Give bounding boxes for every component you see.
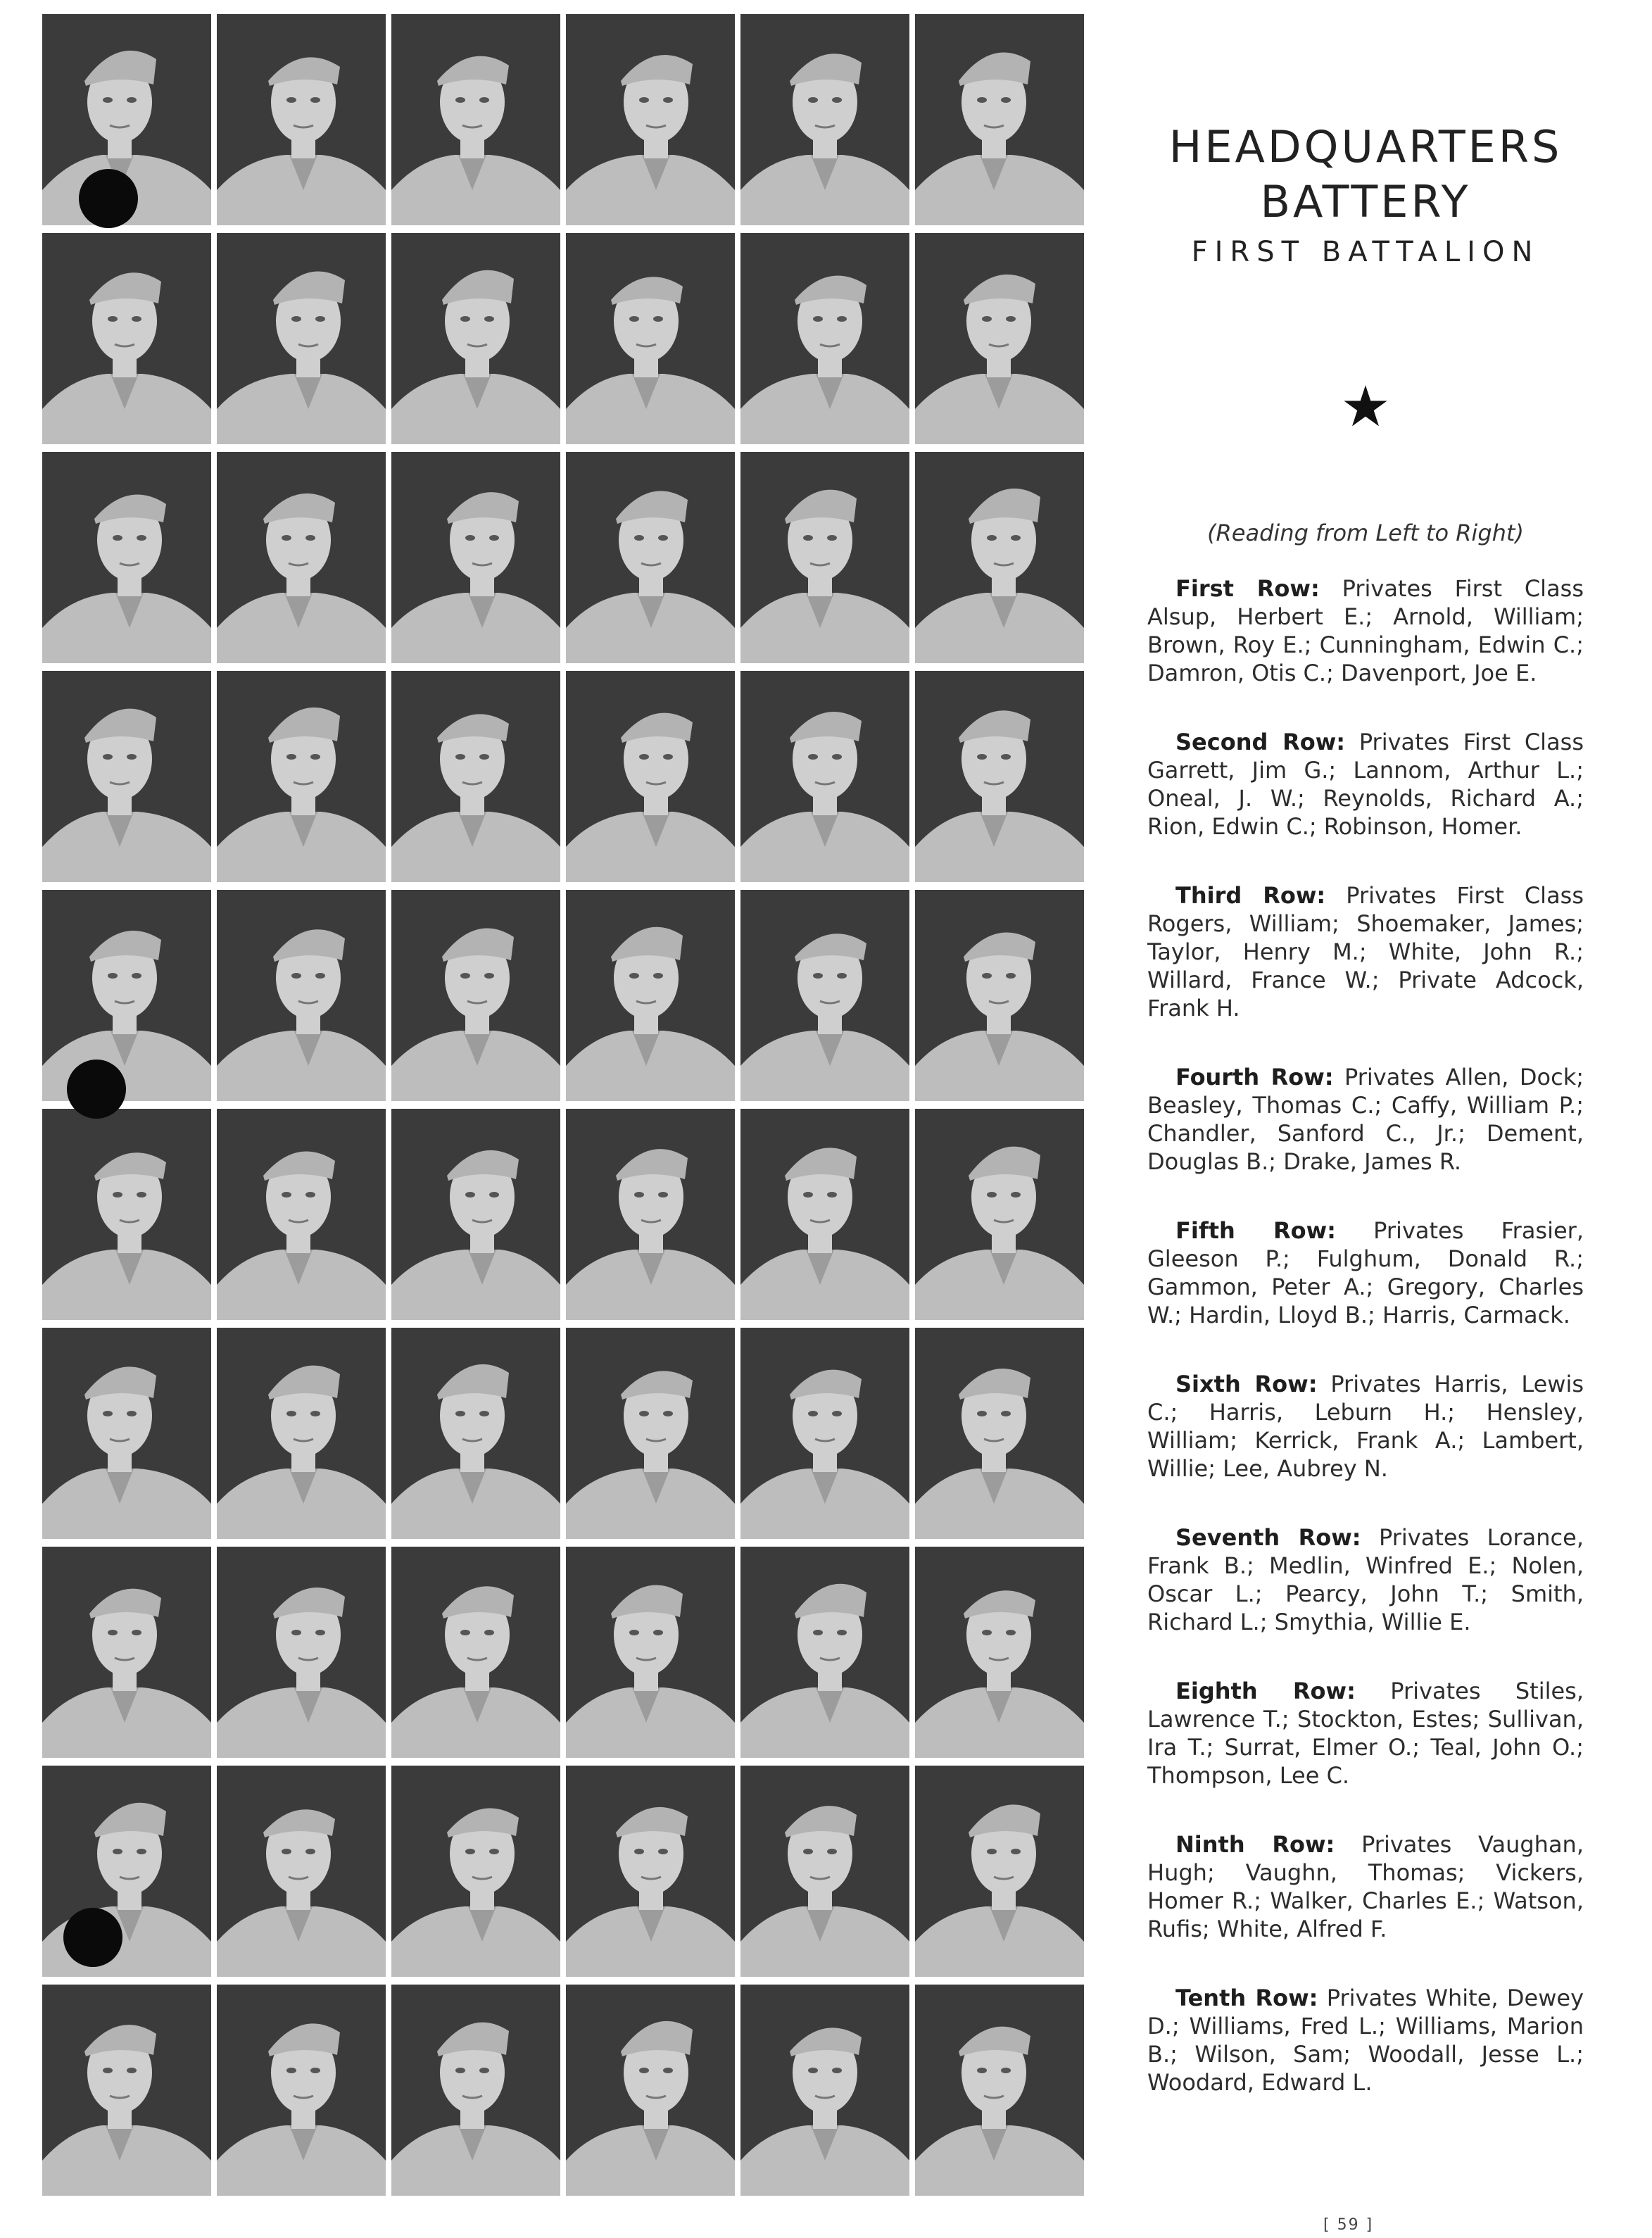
portrait-icon bbox=[566, 233, 735, 444]
soldier-portrait bbox=[217, 233, 386, 444]
soldier-portrait bbox=[566, 671, 735, 882]
portrait-icon bbox=[391, 1985, 560, 2196]
soldier-portrait bbox=[740, 1328, 909, 1539]
portrait-icon bbox=[217, 1547, 386, 1758]
row-names: Privates Frasier, Gleeson P.; Fulghum, Donald R.; Gammon, Peter A.; Gregory, Charles W.; Hardin, Lloyd B.; Harris, Carmack. bbox=[1147, 1217, 1584, 1328]
soldier-portrait bbox=[391, 14, 560, 225]
portrait-icon bbox=[740, 1109, 909, 1320]
soldier-portrait bbox=[740, 233, 909, 444]
portrait-icon bbox=[915, 1328, 1084, 1539]
portrait-icon bbox=[740, 233, 909, 444]
row-names: Privates First Class Alsup, Herbert E.; Arnold, William; Brown, Roy E.; Cunningham, Edwin C.; Damron, Otis C.; Davenport, Joe E. bbox=[1147, 575, 1584, 686]
row-heading: Fourth Row: bbox=[1175, 1064, 1334, 1090]
portrait-icon bbox=[217, 233, 386, 444]
soldier-portrait bbox=[740, 1766, 909, 1977]
soldier-portrait bbox=[217, 1328, 386, 1539]
portrait-icon bbox=[740, 452, 909, 663]
portrait-icon bbox=[566, 452, 735, 663]
portrait-icon bbox=[740, 1547, 909, 1758]
soldier-portrait bbox=[915, 671, 1084, 882]
soldier-portrait bbox=[42, 890, 211, 1101]
soldier-portrait bbox=[217, 1109, 386, 1320]
portrait-icon bbox=[566, 671, 735, 882]
portrait-icon bbox=[391, 452, 560, 663]
soldier-portrait bbox=[915, 1109, 1084, 1320]
page-subtitle: FIRST BATTALION bbox=[1191, 236, 1540, 268]
soldier-portrait bbox=[217, 890, 386, 1101]
portrait-icon bbox=[566, 1328, 735, 1539]
soldier-portrait bbox=[740, 890, 909, 1101]
roster-row-2 bbox=[1147, 728, 1584, 841]
soldier-portrait bbox=[566, 890, 735, 1101]
portrait-icon bbox=[915, 1109, 1084, 1320]
portrait-icon bbox=[391, 890, 560, 1101]
soldier-portrait bbox=[42, 1985, 211, 2196]
row-names: Privates White, Dewey D.; Williams, Fred L.; Williams, Marion B.; Wilson, Sam; Woodall, Jesse L.; Woodard, Edward L. bbox=[1147, 1985, 1584, 2096]
portrait-grid bbox=[42, 14, 1087, 2232]
soldier-portrait bbox=[566, 1547, 735, 1758]
roster-row-4 bbox=[1147, 1063, 1584, 1176]
row-heading: First Row: bbox=[1175, 575, 1320, 602]
soldier-portrait bbox=[42, 452, 211, 663]
soldier-portrait bbox=[391, 1547, 560, 1758]
soldier-portrait bbox=[915, 1328, 1084, 1539]
soldier-portrait bbox=[740, 14, 909, 225]
soldier-portrait bbox=[217, 1985, 386, 2196]
roster-row-10 bbox=[1147, 1984, 1584, 2096]
portrait-icon bbox=[391, 1109, 560, 1320]
punch-hole bbox=[63, 1908, 122, 1967]
page-title-line-1: HEADQUARTERS bbox=[1168, 121, 1563, 172]
portrait-icon bbox=[566, 1109, 735, 1320]
soldier-portrait bbox=[42, 1328, 211, 1539]
soldier-portrait bbox=[566, 1766, 735, 1977]
row-heading: Tenth Row: bbox=[1175, 1985, 1318, 2011]
portrait-icon bbox=[217, 890, 386, 1101]
soldier-portrait bbox=[566, 1985, 735, 2196]
soldier-portrait bbox=[217, 671, 386, 882]
row-heading: Ninth Row: bbox=[1175, 1831, 1335, 1858]
soldier-portrait bbox=[391, 1985, 560, 2196]
portrait-icon bbox=[217, 452, 386, 663]
page-title-line-2: BATTERY bbox=[1260, 176, 1471, 227]
soldier-portrait bbox=[740, 671, 909, 882]
portrait-icon bbox=[217, 1985, 386, 2196]
row-heading: Eighth Row: bbox=[1175, 1678, 1356, 1704]
row-names: Privates Stiles, Lawrence T.; Stockton, Estes; Sullivan, Ira T.; Surrat, Elmer O.; Teal, John O.; Thompson, Lee C. bbox=[1147, 1678, 1584, 1789]
soldier-portrait bbox=[391, 671, 560, 882]
soldier-portrait bbox=[42, 671, 211, 882]
soldier-portrait bbox=[391, 1766, 560, 1977]
portrait-icon bbox=[42, 1109, 211, 1320]
soldier-portrait bbox=[391, 233, 560, 444]
row-names: Privates Vaughan, Hugh; Vaughn, Thomas; Vickers, Homer R.; Walker, Charles E.; Watson, Rufis; White, Alfred F. bbox=[1147, 1831, 1584, 1942]
portrait-icon bbox=[217, 1109, 386, 1320]
portrait-icon bbox=[42, 671, 211, 882]
row-names: Privates First Class Garrett, Jim G.; Lannom, Arthur L.; Oneal, J. W.; Reynolds, Richard A.; Rion, Edwin C.; Robinson, Homer. bbox=[1147, 729, 1584, 840]
soldier-portrait bbox=[915, 233, 1084, 444]
portrait-icon bbox=[217, 1328, 386, 1539]
soldier-portrait bbox=[217, 452, 386, 663]
portrait-icon bbox=[391, 1547, 560, 1758]
soldier-portrait bbox=[915, 452, 1084, 663]
portrait-icon bbox=[740, 1985, 909, 2196]
portrait-icon bbox=[740, 890, 909, 1101]
soldier-portrait bbox=[740, 452, 909, 663]
punch-hole bbox=[79, 169, 138, 228]
star-icon: ★ bbox=[1340, 374, 1391, 439]
roster-row-1 bbox=[1147, 574, 1584, 687]
soldier-portrait bbox=[915, 1766, 1084, 1977]
portrait-icon bbox=[42, 890, 211, 1101]
soldier-portrait bbox=[566, 452, 735, 663]
portrait-icon bbox=[42, 452, 211, 663]
soldier-portrait bbox=[566, 14, 735, 225]
portrait-icon bbox=[391, 1328, 560, 1539]
soldier-portrait bbox=[42, 1109, 211, 1320]
row-names: Privates Allen, Dock; Beasley, Thomas C.; Caffy, William P.; Chandler, Sanford C., Jr.; Dement, Douglas B.; Drake, James R. bbox=[1147, 1064, 1584, 1175]
portrait-icon bbox=[391, 671, 560, 882]
soldier-portrait bbox=[42, 233, 211, 444]
portrait-icon bbox=[915, 1985, 1084, 2196]
portrait-icon bbox=[391, 14, 560, 225]
portrait-icon bbox=[42, 1985, 211, 2196]
soldier-portrait bbox=[391, 452, 560, 663]
portrait-icon bbox=[740, 671, 909, 882]
row-names: Privates First Class Rogers, William; Shoemaker, James; Taylor, Henry M.; White, John R.; Willard, France W.; Private Adcock, Frank H. bbox=[1147, 882, 1584, 1021]
portrait-icon bbox=[566, 1985, 735, 2196]
row-names: Privates Harris, Lewis C.; Harris, Leburn H.; Hensley, William; Kerrick, Frank A.; Lambert, Willie; Lee, Aubrey N. bbox=[1147, 1371, 1584, 1482]
soldier-portrait bbox=[915, 1547, 1084, 1758]
soldier-portrait bbox=[566, 233, 735, 444]
portrait-icon bbox=[42, 1328, 211, 1539]
portrait-icon bbox=[566, 890, 735, 1101]
soldier-portrait bbox=[566, 1109, 735, 1320]
roster-row-8 bbox=[1147, 1677, 1584, 1790]
soldier-portrait bbox=[217, 14, 386, 225]
page-number: [ 59 ] bbox=[1323, 2216, 1374, 2234]
portrait-icon bbox=[42, 233, 211, 444]
soldier-portrait bbox=[217, 1766, 386, 1977]
soldier-portrait bbox=[915, 890, 1084, 1101]
row-heading: Seventh Row: bbox=[1175, 1524, 1361, 1551]
portrait-icon bbox=[915, 14, 1084, 225]
soldier-portrait bbox=[391, 1109, 560, 1320]
soldier-portrait bbox=[740, 1985, 909, 2196]
row-names: Privates Lorance, Frank B.; Medlin, Winfred E.; Nolen, Oscar L.; Pearcy, John T.; Smith, Richard L.; Smythia, Willie E. bbox=[1147, 1524, 1584, 1635]
row-heading: Fifth Row: bbox=[1175, 1217, 1336, 1244]
portrait-icon bbox=[391, 1766, 560, 1977]
portrait-icon bbox=[217, 671, 386, 882]
row-heading: Third Row: bbox=[1175, 882, 1326, 909]
roster-row-6 bbox=[1147, 1370, 1584, 1483]
portrait-icon bbox=[915, 233, 1084, 444]
roster-row-7 bbox=[1147, 1523, 1584, 1636]
soldier-portrait bbox=[217, 1547, 386, 1758]
soldier-portrait bbox=[740, 1109, 909, 1320]
portrait-icon bbox=[915, 1547, 1084, 1758]
soldier-portrait bbox=[391, 1328, 560, 1539]
soldier-portrait bbox=[42, 1547, 211, 1758]
punch-hole bbox=[67, 1060, 126, 1119]
portrait-icon bbox=[915, 1766, 1084, 1977]
row-heading: Second Row: bbox=[1175, 729, 1346, 755]
portrait-icon bbox=[740, 1328, 909, 1539]
row-heading: Sixth Row: bbox=[1175, 1371, 1318, 1397]
portrait-icon bbox=[217, 1766, 386, 1977]
portrait-icon bbox=[915, 890, 1084, 1101]
soldier-portrait bbox=[391, 890, 560, 1101]
roster-row-5 bbox=[1147, 1217, 1584, 1329]
soldier-portrait bbox=[740, 1547, 909, 1758]
portrait-icon bbox=[566, 1766, 735, 1977]
portrait-icon bbox=[391, 233, 560, 444]
portrait-icon bbox=[740, 14, 909, 225]
portrait-icon bbox=[915, 452, 1084, 663]
roster-row-3 bbox=[1147, 881, 1584, 1022]
roster-row-9 bbox=[1147, 1830, 1584, 1943]
soldier-portrait bbox=[566, 1328, 735, 1539]
roster-column bbox=[1147, 120, 1584, 2137]
portrait-icon bbox=[42, 1547, 211, 1758]
soldier-portrait bbox=[915, 1985, 1084, 2196]
reading-note: (Reading from Left to Right) bbox=[1207, 520, 1524, 546]
soldier-portrait bbox=[915, 14, 1084, 225]
portrait-icon bbox=[566, 14, 735, 225]
portrait-icon bbox=[217, 14, 386, 225]
portrait-icon bbox=[915, 671, 1084, 882]
portrait-icon bbox=[740, 1766, 909, 1977]
portrait-icon bbox=[566, 1547, 735, 1758]
